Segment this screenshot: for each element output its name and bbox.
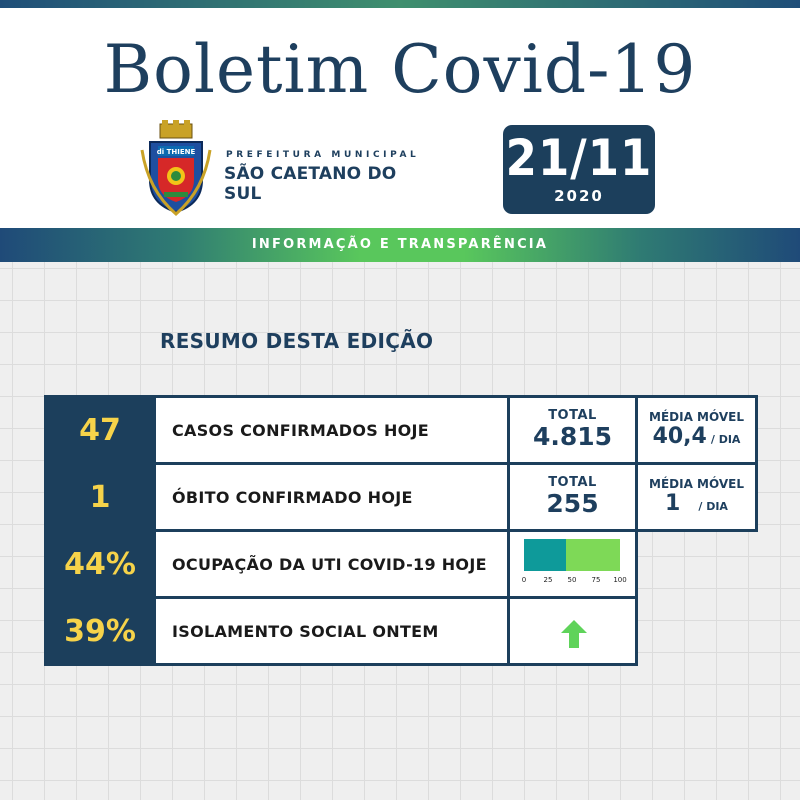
- table-row: [44, 395, 758, 465]
- uti-gauge-ticks: [520, 576, 630, 588]
- row-number: 47: [44, 395, 156, 465]
- row-moving-average: [638, 462, 758, 532]
- prefeitura-line2: SÃO CAETANO DO SUL: [224, 164, 397, 204]
- row-total: [510, 462, 638, 532]
- table-row: [44, 529, 638, 599]
- total-value: 255: [546, 489, 599, 518]
- avg-value: 1: [665, 491, 681, 516]
- municipal-crest-icon: [140, 120, 212, 216]
- gauge-tick-label: 100: [613, 576, 627, 584]
- table-row: [44, 596, 638, 666]
- arrow-up-icon: [560, 619, 588, 649]
- uti-gauge-cell: [510, 529, 638, 599]
- row-moving-average: [638, 395, 758, 465]
- avg-value: 40,4: [652, 424, 707, 449]
- gauge-tick-label: 75: [591, 576, 601, 584]
- avg-label: MÉDIA MÓVEL: [649, 477, 744, 491]
- date-day-month: 21/11: [505, 129, 653, 187]
- top-stripe: [0, 0, 800, 8]
- banner: [0, 228, 800, 262]
- table-row: [44, 462, 758, 532]
- row-label: ÓBITO CONFIRMADO HOJE: [156, 462, 510, 532]
- header: [0, 8, 800, 228]
- avg-unit: / DIA: [710, 433, 741, 446]
- row-total: [510, 395, 638, 465]
- total-label: TOTAL: [548, 475, 597, 490]
- uti-gauge: [524, 539, 620, 571]
- total-label: TOTAL: [548, 408, 597, 423]
- total-value: 4.815: [532, 422, 613, 451]
- avg-label: MÉDIA MÓVEL: [649, 410, 744, 424]
- gauge-tick-label: 50: [567, 576, 577, 584]
- prefeitura-line1: PREFEITURA MUNICIPAL: [226, 150, 420, 160]
- date-year: 2020: [554, 187, 604, 205]
- row-number: 39%: [44, 596, 156, 666]
- summary-heading: RESUMO DESTA EDIÇÃO: [160, 329, 434, 353]
- banner-text: INFORMAÇÃO E TRANSPARÊNCIA: [251, 237, 549, 252]
- gauge-tick-label: 0: [521, 576, 527, 584]
- row-number: 44%: [44, 529, 156, 599]
- page-title: Boletim Covid-19: [103, 31, 697, 108]
- uti-gauge-fill: [524, 539, 566, 571]
- row-number: 1: [44, 462, 156, 532]
- date-badge: [503, 125, 655, 214]
- gauge-tick-label: 25: [543, 576, 553, 584]
- avg-unit: / DIA: [698, 500, 728, 513]
- row-label: OCUPAÇÃO DA UTI COVID-19 HOJE: [156, 529, 510, 599]
- svg-text:di THIENE: di THIENE: [156, 148, 196, 156]
- isolation-trend-cell: [510, 596, 638, 666]
- row-label: CASOS CONFIRMADOS HOJE: [156, 395, 510, 465]
- row-label: ISOLAMENTO SOCIAL ONTEM: [156, 596, 510, 666]
